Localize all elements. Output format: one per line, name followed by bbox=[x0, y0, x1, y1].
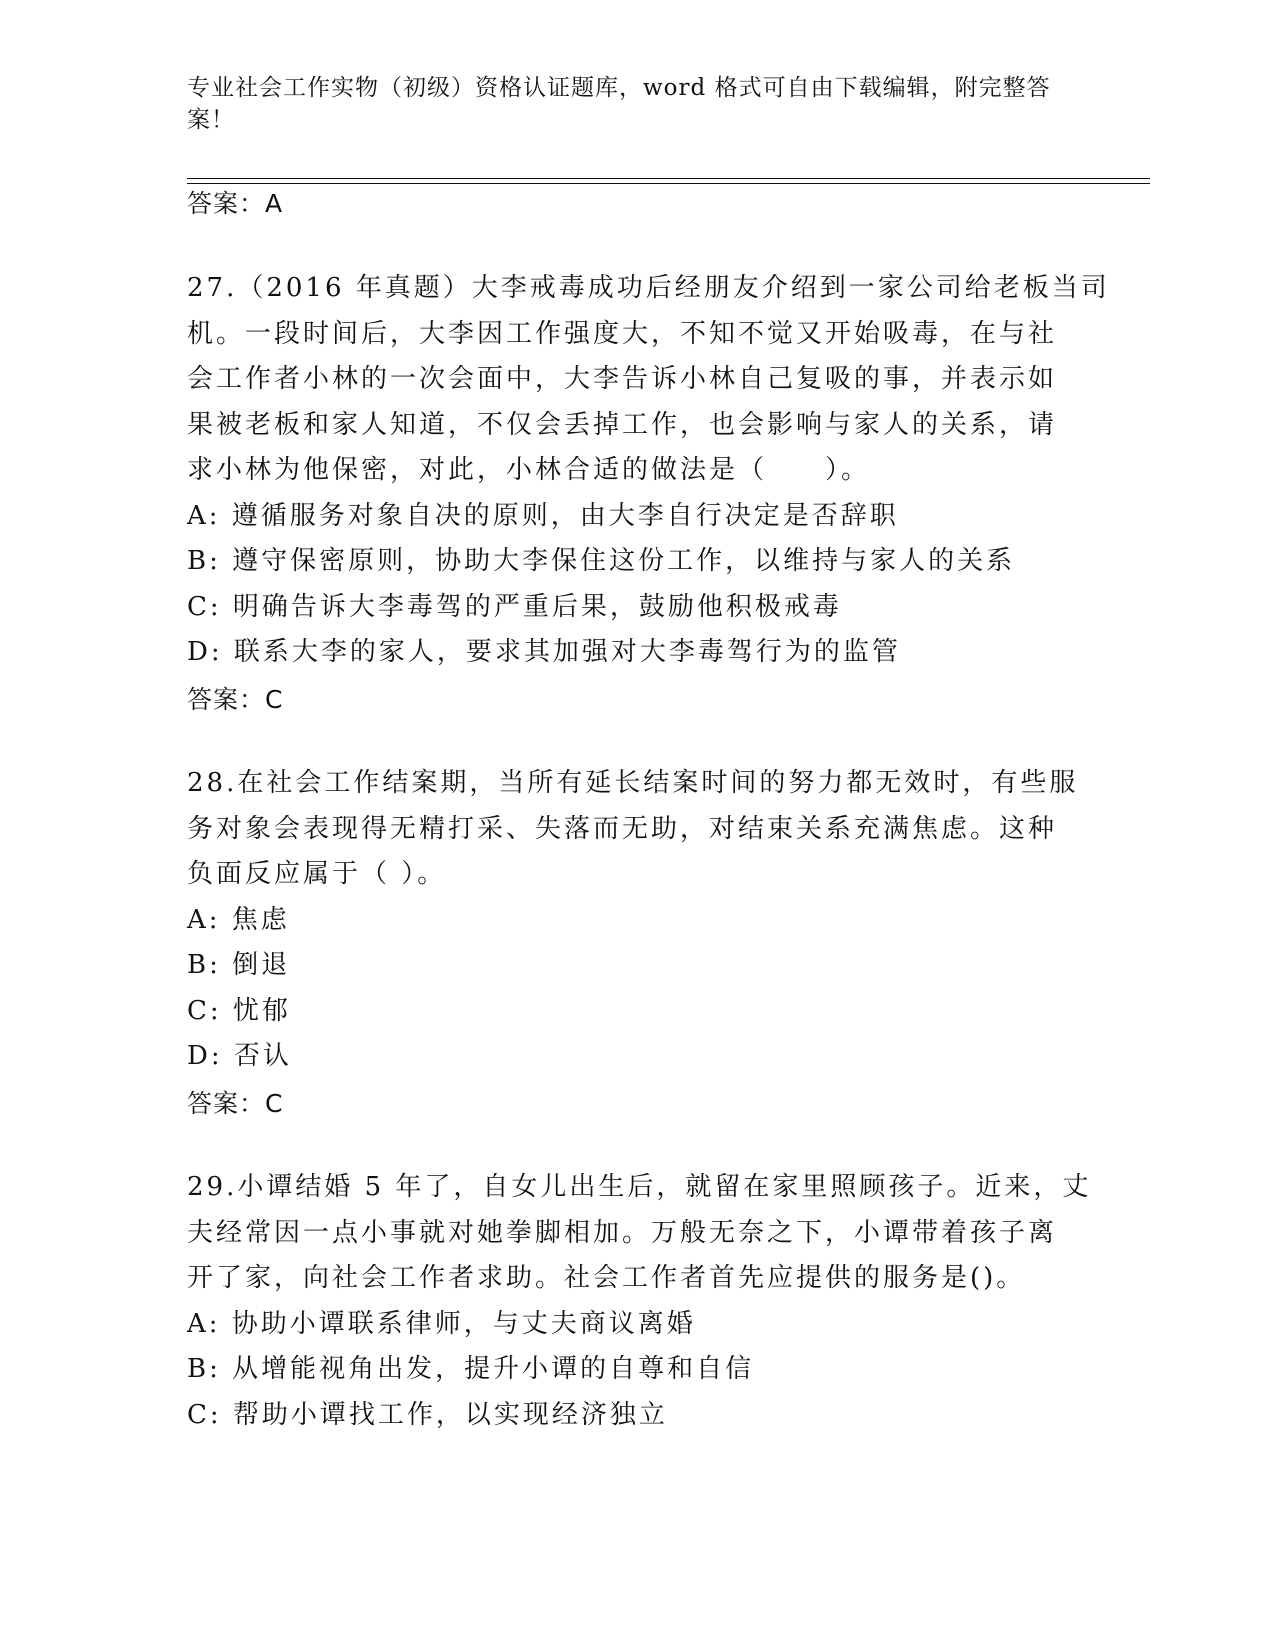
answer-28: 答案：C bbox=[187, 1089, 284, 1118]
header-divider-bottom bbox=[187, 183, 1150, 184]
option-c: C: 忧郁 bbox=[187, 995, 291, 1026]
question-29 bbox=[187, 1165, 1092, 1438]
option-d: D: 否认 bbox=[187, 1041, 292, 1071]
page-header bbox=[187, 72, 1067, 136]
stem-line: 负面反应属于（ ）。 bbox=[187, 859, 447, 889]
stem-line: 务对象会表现得无精打采、失落而无助，对结束关系充满焦虑。这种 bbox=[187, 813, 1058, 844]
option-a: A: 协助小谭联系律师，与丈夫商议离婚 bbox=[187, 1308, 696, 1339]
question-stem bbox=[187, 266, 1110, 494]
stem-line: 会工作者小林的一次会面中，大李告诉小林自己复吸的事，并表示如 bbox=[187, 364, 1058, 394]
question-28 bbox=[187, 761, 1079, 1080]
stem-line: 28.在社会工作结案期，当所有延长结案时间的努力都无效时，有些服 bbox=[187, 768, 1079, 798]
stem-line: 果被老板和家人知道，不仅会丢掉工作，也会影响与家人的关系，请 bbox=[187, 409, 1058, 440]
option-c: C: 明确告诉大李毒驾的严重后果，鼓励他积极戒毒 bbox=[187, 591, 842, 622]
option-a: A: 焦虑 bbox=[187, 904, 290, 935]
question-stem bbox=[187, 1165, 1092, 1302]
option-b: B: 倒退 bbox=[187, 950, 291, 980]
header-line-1: 专业社会工作实物（初级）资格认证题库，word 格式可自由下载编辑，附完整答 bbox=[187, 75, 1051, 101]
option-c: C: 帮助小谭找工作，以实现经济独立 bbox=[187, 1399, 668, 1430]
option-b: B: 从增能视角出发，提升小谭的自尊和自信 bbox=[187, 1354, 755, 1384]
option-a: A: 遵循服务对象自决的原则，由大李自行决定是否辞职 bbox=[187, 500, 899, 531]
header-divider-top bbox=[187, 178, 1150, 179]
stem-line: 开了家，向社会工作者求助。社会工作者首先应提供的服务是()。 bbox=[187, 1263, 1026, 1293]
option-b: B: 遵守保密原则，协助大李保住这份工作，以维持与家人的关系 bbox=[187, 546, 1016, 576]
stem-line: 机。一段时间后，大李因工作强度大，不知不觉又开始吸毒，在与社 bbox=[187, 318, 1058, 349]
stem-line: 29.小谭结婚 5 年了，自女儿出生后，就留在家里照顾孩子。近来，丈 bbox=[187, 1172, 1092, 1202]
stem-line: 夫经常因一点小事就对她拳脚相加。万般无奈之下，小谭带着孩子离 bbox=[187, 1217, 1058, 1248]
option-d: D: 联系大李的家人，要求其加强对大李毒驾行为的监管 bbox=[187, 637, 901, 667]
header-line-2: 案！ bbox=[187, 107, 235, 133]
question-27 bbox=[187, 266, 1110, 676]
stem-line: 求小林为他保密，对此，小林合适的做法是（ ）。 bbox=[187, 455, 871, 485]
stem-line: 27.（2016 年真题）大李戒毒成功后经朋友介绍到一家公司给老板当司 bbox=[187, 273, 1110, 303]
question-stem bbox=[187, 761, 1079, 898]
answer-prev: 答案：A bbox=[187, 189, 284, 218]
answer-27: 答案：C bbox=[187, 685, 284, 714]
